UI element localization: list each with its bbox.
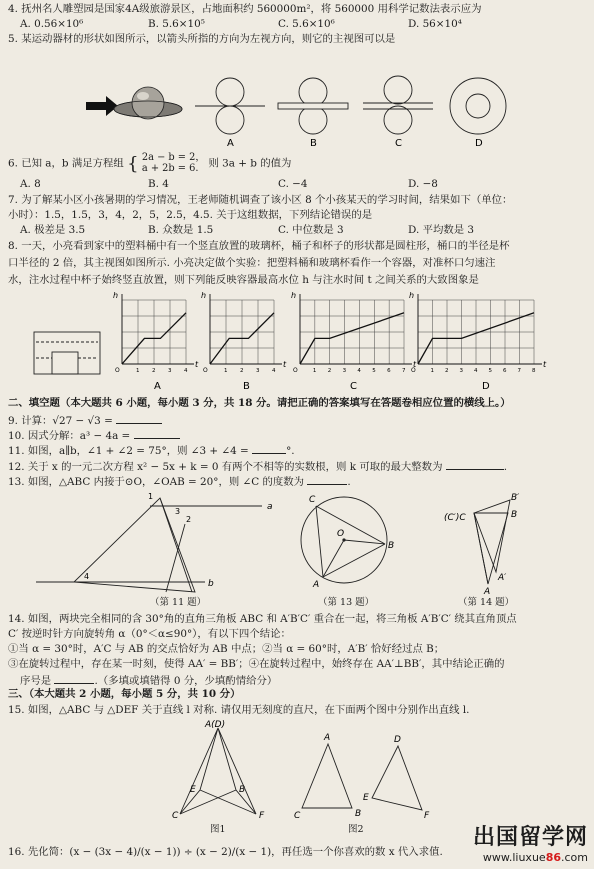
- fig14-triangles: [474, 500, 510, 584]
- fig15-1-label-e: E: [190, 785, 196, 795]
- svg-text:4: 4: [357, 368, 361, 374]
- q5-object-figure: [86, 87, 182, 119]
- q7-line2: 小时）：1.5，1.5，3，4，2，5，2.5，4.5. 关于这组数据，下列结论错误的是: [8, 209, 373, 221]
- watermark-url: www.liuxue86.com: [482, 851, 588, 865]
- q6-eq1: 2a − b = 2，: [141, 152, 206, 163]
- q14-line1: 14. 如图，两块完全相同的含 30°角的直角三角板 ABC 和 A′B′C′ 重合在一起，将三角板 A′B′C′ 绕其直角顶点: [8, 613, 517, 625]
- svg-text:6: 6: [387, 368, 391, 374]
- q12-answer-blank[interactable]: [446, 459, 504, 470]
- svg-text:2: 2: [445, 368, 449, 374]
- svg-text:1: 1: [312, 368, 317, 374]
- q5-stem: 5. 某运动器材的形状如图所示，以箭头所指的方向为左视方向，则它的主视图可以是: [8, 33, 396, 45]
- fig14-label-bprime: B′: [511, 493, 520, 503]
- q6-stem: [8, 152, 291, 176]
- caption-fig15-1: 图1: [210, 824, 226, 835]
- fig11-label-a: a: [267, 502, 273, 512]
- q15-figure-2: [302, 744, 422, 810]
- svg-text:6: 6: [503, 368, 507, 374]
- svg-text:3: 3: [168, 368, 172, 374]
- q13-stem: 13. 如图，△ABC 内接于⊙O，∠OAB = 20°，则 ∠C 的度数为: [8, 476, 305, 488]
- q4-option-b: B. 5.6×10⁵: [148, 18, 205, 30]
- svg-text:O: O: [411, 367, 416, 374]
- svg-text:8: 8: [532, 368, 536, 374]
- fig14-label-a: A: [484, 587, 491, 597]
- arrow-icon: [86, 96, 118, 116]
- fig15-2-label-b: B: [355, 809, 362, 819]
- q11-unit: °.: [286, 445, 295, 457]
- q13-answer-blank[interactable]: [307, 474, 347, 485]
- svg-text:O: O: [293, 367, 298, 374]
- svg-text:t: t: [283, 360, 287, 369]
- fig11-label-1: 1: [148, 492, 154, 501]
- svg-text:2: 2: [152, 368, 156, 374]
- q16-stem: 16. 先化简：(x − (3x − 4)/(x − 1)) ÷ (x − 2)/(x − 1)，再任选一个你喜欢的数 x 代入求值.: [8, 846, 443, 858]
- svg-text:3: 3: [459, 368, 463, 374]
- fig15-1-label-c: C: [172, 811, 179, 821]
- site-watermark: [473, 824, 588, 865]
- svg-text:h: h: [291, 291, 297, 300]
- svg-text:h: h: [409, 291, 415, 300]
- fig13-label-b: B: [388, 541, 395, 551]
- q5-label-d: D: [475, 138, 483, 149]
- q9-answer-blank[interactable]: [116, 413, 162, 424]
- q9-stem: 9. 计算：√27 − √3 =: [8, 415, 113, 427]
- q5-label-a: A: [227, 138, 234, 149]
- caption-q11: （第 11 题）: [150, 597, 207, 608]
- q13-text: [8, 474, 351, 489]
- q7-option-d: D. 平均数是 3: [408, 224, 475, 236]
- q4-stem: 4. 抚州名人雕塑园是国家4A级旅游景区，占地面积约 560000m²，将 560000 用科学记数法表示应为: [8, 3, 482, 15]
- q12-text: [8, 459, 507, 474]
- figures-11-13-14: [0, 488, 594, 598]
- fig15-1-label-b: B: [239, 785, 246, 795]
- fig15-1-label-f: F: [259, 811, 265, 821]
- fig15-2-label-e: E: [363, 793, 369, 803]
- svg-text:h: h: [113, 291, 119, 300]
- watermark-title: 出国留学网: [472, 824, 588, 850]
- q10-stem: 10. 因式分解：a³ − 4a =: [8, 430, 131, 442]
- q5-label-c: C: [395, 138, 402, 149]
- q5-figures: [0, 50, 594, 150]
- section2-heading: 二、填空题（本大题共 6 小题，每小题 3 分，共 18 分。请把正确的答案填写在答题卷相应位置的横线上。）: [8, 397, 511, 409]
- q14-note: .（多填或填错得 0 分，少填酌情给分）: [94, 675, 278, 687]
- fig11-label-3: 3: [175, 507, 181, 516]
- q7-line1: 7. 为了解某小区小孩暑期的学习情况，王老师随机调查了该小区 8 个小孩某天的学习时间，结果如下（单位：: [8, 194, 513, 206]
- brace-symbol: {: [127, 153, 139, 175]
- q7-option-a: A. 极差是 3.5: [20, 224, 86, 236]
- q13-end: .: [347, 476, 351, 488]
- fig13-label-o: O: [337, 529, 345, 539]
- q4-option-a: A. 0.56×10⁶: [20, 18, 84, 30]
- q6-option-d: D. −8: [408, 178, 438, 190]
- svg-text:t: t: [413, 360, 417, 369]
- q6-eq2: a + 2b = 6.: [141, 163, 199, 175]
- q10-answer-blank[interactable]: [134, 428, 180, 439]
- fig15-1-label-ad: A(D): [205, 720, 226, 730]
- fig13-label-a: A: [313, 580, 320, 590]
- q6-option-a: A. 8: [20, 178, 41, 190]
- q14-prompt: 序号是: [20, 675, 52, 687]
- svg-text:4: 4: [184, 368, 188, 374]
- svg-text:2: 2: [327, 368, 332, 374]
- svg-text:4: 4: [474, 368, 478, 374]
- fig11-label-4: 4: [84, 572, 90, 581]
- q5-label-b: B: [310, 138, 317, 149]
- fig15-2-label-c: C: [294, 811, 301, 821]
- q7-option-c: C. 中位数是 3: [278, 224, 344, 236]
- q8-graph-d: [409, 291, 547, 374]
- q8-label-b: B: [243, 381, 250, 392]
- svg-text:2: 2: [240, 368, 244, 374]
- svg-text:h: h: [201, 291, 207, 300]
- q15-figure-1: [180, 728, 256, 814]
- q5-option-d-figure: [450, 78, 506, 134]
- q8-label-a: A: [154, 381, 161, 392]
- fig13-label-c: C: [309, 495, 316, 505]
- section3-heading: 三、（本大题共 2 小题，每小题 5 分，共 10 分）: [8, 688, 241, 700]
- q14-line4: ③在旋转过程中，存在某一时刻，使得 AA′ = BB′；④在旋转过程中，始终存在 AA′⊥BB′，其中结论正确的: [8, 658, 505, 670]
- svg-text:3: 3: [342, 368, 347, 374]
- fig15-2-label-f: F: [424, 811, 430, 821]
- q14-line3: ①当 α = 30°时，A′C 与 AB 的交点恰好为 AB 中点；②当 α = 60°时，A′B′ 恰好经过点 B；: [8, 643, 445, 655]
- q14-line2: C′ 按逆时针方向旋转角 α（0°＜α≤90°），有以下四个结论：: [8, 628, 291, 640]
- fig11-parallel-lines: [36, 498, 262, 592]
- q5-option-a-figure: [195, 78, 265, 134]
- svg-text:7: 7: [517, 368, 521, 374]
- q5-option-b-figure: [278, 78, 348, 134]
- q12-stem: 12. 关于 x 的一元二次方程 x² − 5x + k = 0 有两个不相等的实数根，则 k 可取的最大整数为: [8, 461, 443, 473]
- q8-figures: [0, 292, 594, 392]
- q14-line5: [20, 673, 277, 688]
- svg-text:O: O: [203, 367, 208, 374]
- q8-bucket-figure: [34, 332, 100, 374]
- svg-text:t: t: [195, 360, 199, 369]
- q9-text: [8, 413, 162, 428]
- q12-end: .: [503, 461, 508, 473]
- svg-text:1: 1: [430, 368, 434, 374]
- caption-fig15-2: 图2: [348, 824, 364, 835]
- q8-graph-c: [291, 291, 417, 374]
- q6-prefix: 6. 已知 a，b 满足方程组: [8, 157, 124, 170]
- q15-stem: 15. 如图，△ABC 与 △DEF 关于直线 l 对称. 请仅用无刻度的直尺，在下面两个图中分别作出直线 l.: [8, 704, 470, 716]
- svg-text:7: 7: [402, 368, 406, 374]
- fig15-2-label-d: D: [394, 735, 401, 745]
- q6-option-c: C. −4: [278, 178, 308, 190]
- svg-text:3: 3: [256, 368, 260, 374]
- svg-text:1: 1: [224, 368, 228, 374]
- fig14-label-c: (C′)C: [444, 513, 466, 523]
- svg-text:5: 5: [372, 368, 376, 374]
- q8-line2: 口半径的 2 倍，其主视图如图所示. 小亮决定做个实验：把塑料桶和玻璃杯看作一个容器，对准杯口匀速注: [8, 257, 496, 269]
- q10-text: [8, 428, 180, 443]
- q4-option-c: C. 5.6×10⁶: [278, 18, 335, 30]
- fig11-label-b: b: [208, 579, 214, 589]
- q11-text: [8, 443, 295, 458]
- q8-graph-b: [201, 291, 287, 374]
- q11-answer-blank[interactable]: [252, 443, 286, 454]
- caption-q13: （第 13 题）: [318, 597, 375, 608]
- q8-line1: 8. 一天，小亮看到家中的塑料桶中有一个竖直放置的玻璃杯，桶子和杯子的形状都是圆柱形，桶口的半径是杯: [8, 240, 510, 252]
- caption-q14: （第 14 题）: [458, 597, 515, 608]
- q5-option-c-figure: [363, 76, 433, 134]
- fig11-label-2: 2: [186, 515, 192, 524]
- fig14-label-aprime: A′: [498, 573, 507, 583]
- q6-suffix: 则 3a + b 的值为: [208, 157, 292, 170]
- q14-answer-blank[interactable]: [54, 673, 94, 684]
- svg-text:5: 5: [488, 368, 492, 374]
- svg-text:1: 1: [136, 368, 140, 374]
- svg-text:O: O: [115, 367, 120, 374]
- q4-option-d: D. 56×10⁴: [408, 18, 462, 30]
- fig14-label-b: B: [511, 510, 518, 520]
- q15-figures: [0, 718, 594, 826]
- q8-label-c: C: [350, 381, 357, 392]
- svg-text:4: 4: [272, 368, 276, 374]
- fig15-2-label-a: A: [324, 733, 331, 743]
- q8-line3: 水，注水过程中杯子始终竖直放置，则下列能反映容器最高水位 h 与注水时间 t 之间关系的大致图象是: [8, 274, 479, 286]
- q7-option-b: B. 众数是 1.5: [148, 224, 214, 236]
- q8-graph-a: [113, 291, 199, 374]
- q11-stem: 11. 如图，a∥b，∠1 + ∠2 = 75°，则 ∠3 + ∠4 =: [8, 445, 249, 457]
- svg-text:t: t: [543, 360, 547, 369]
- q8-label-d: D: [482, 381, 490, 392]
- q6-option-b: B. 4: [148, 178, 169, 190]
